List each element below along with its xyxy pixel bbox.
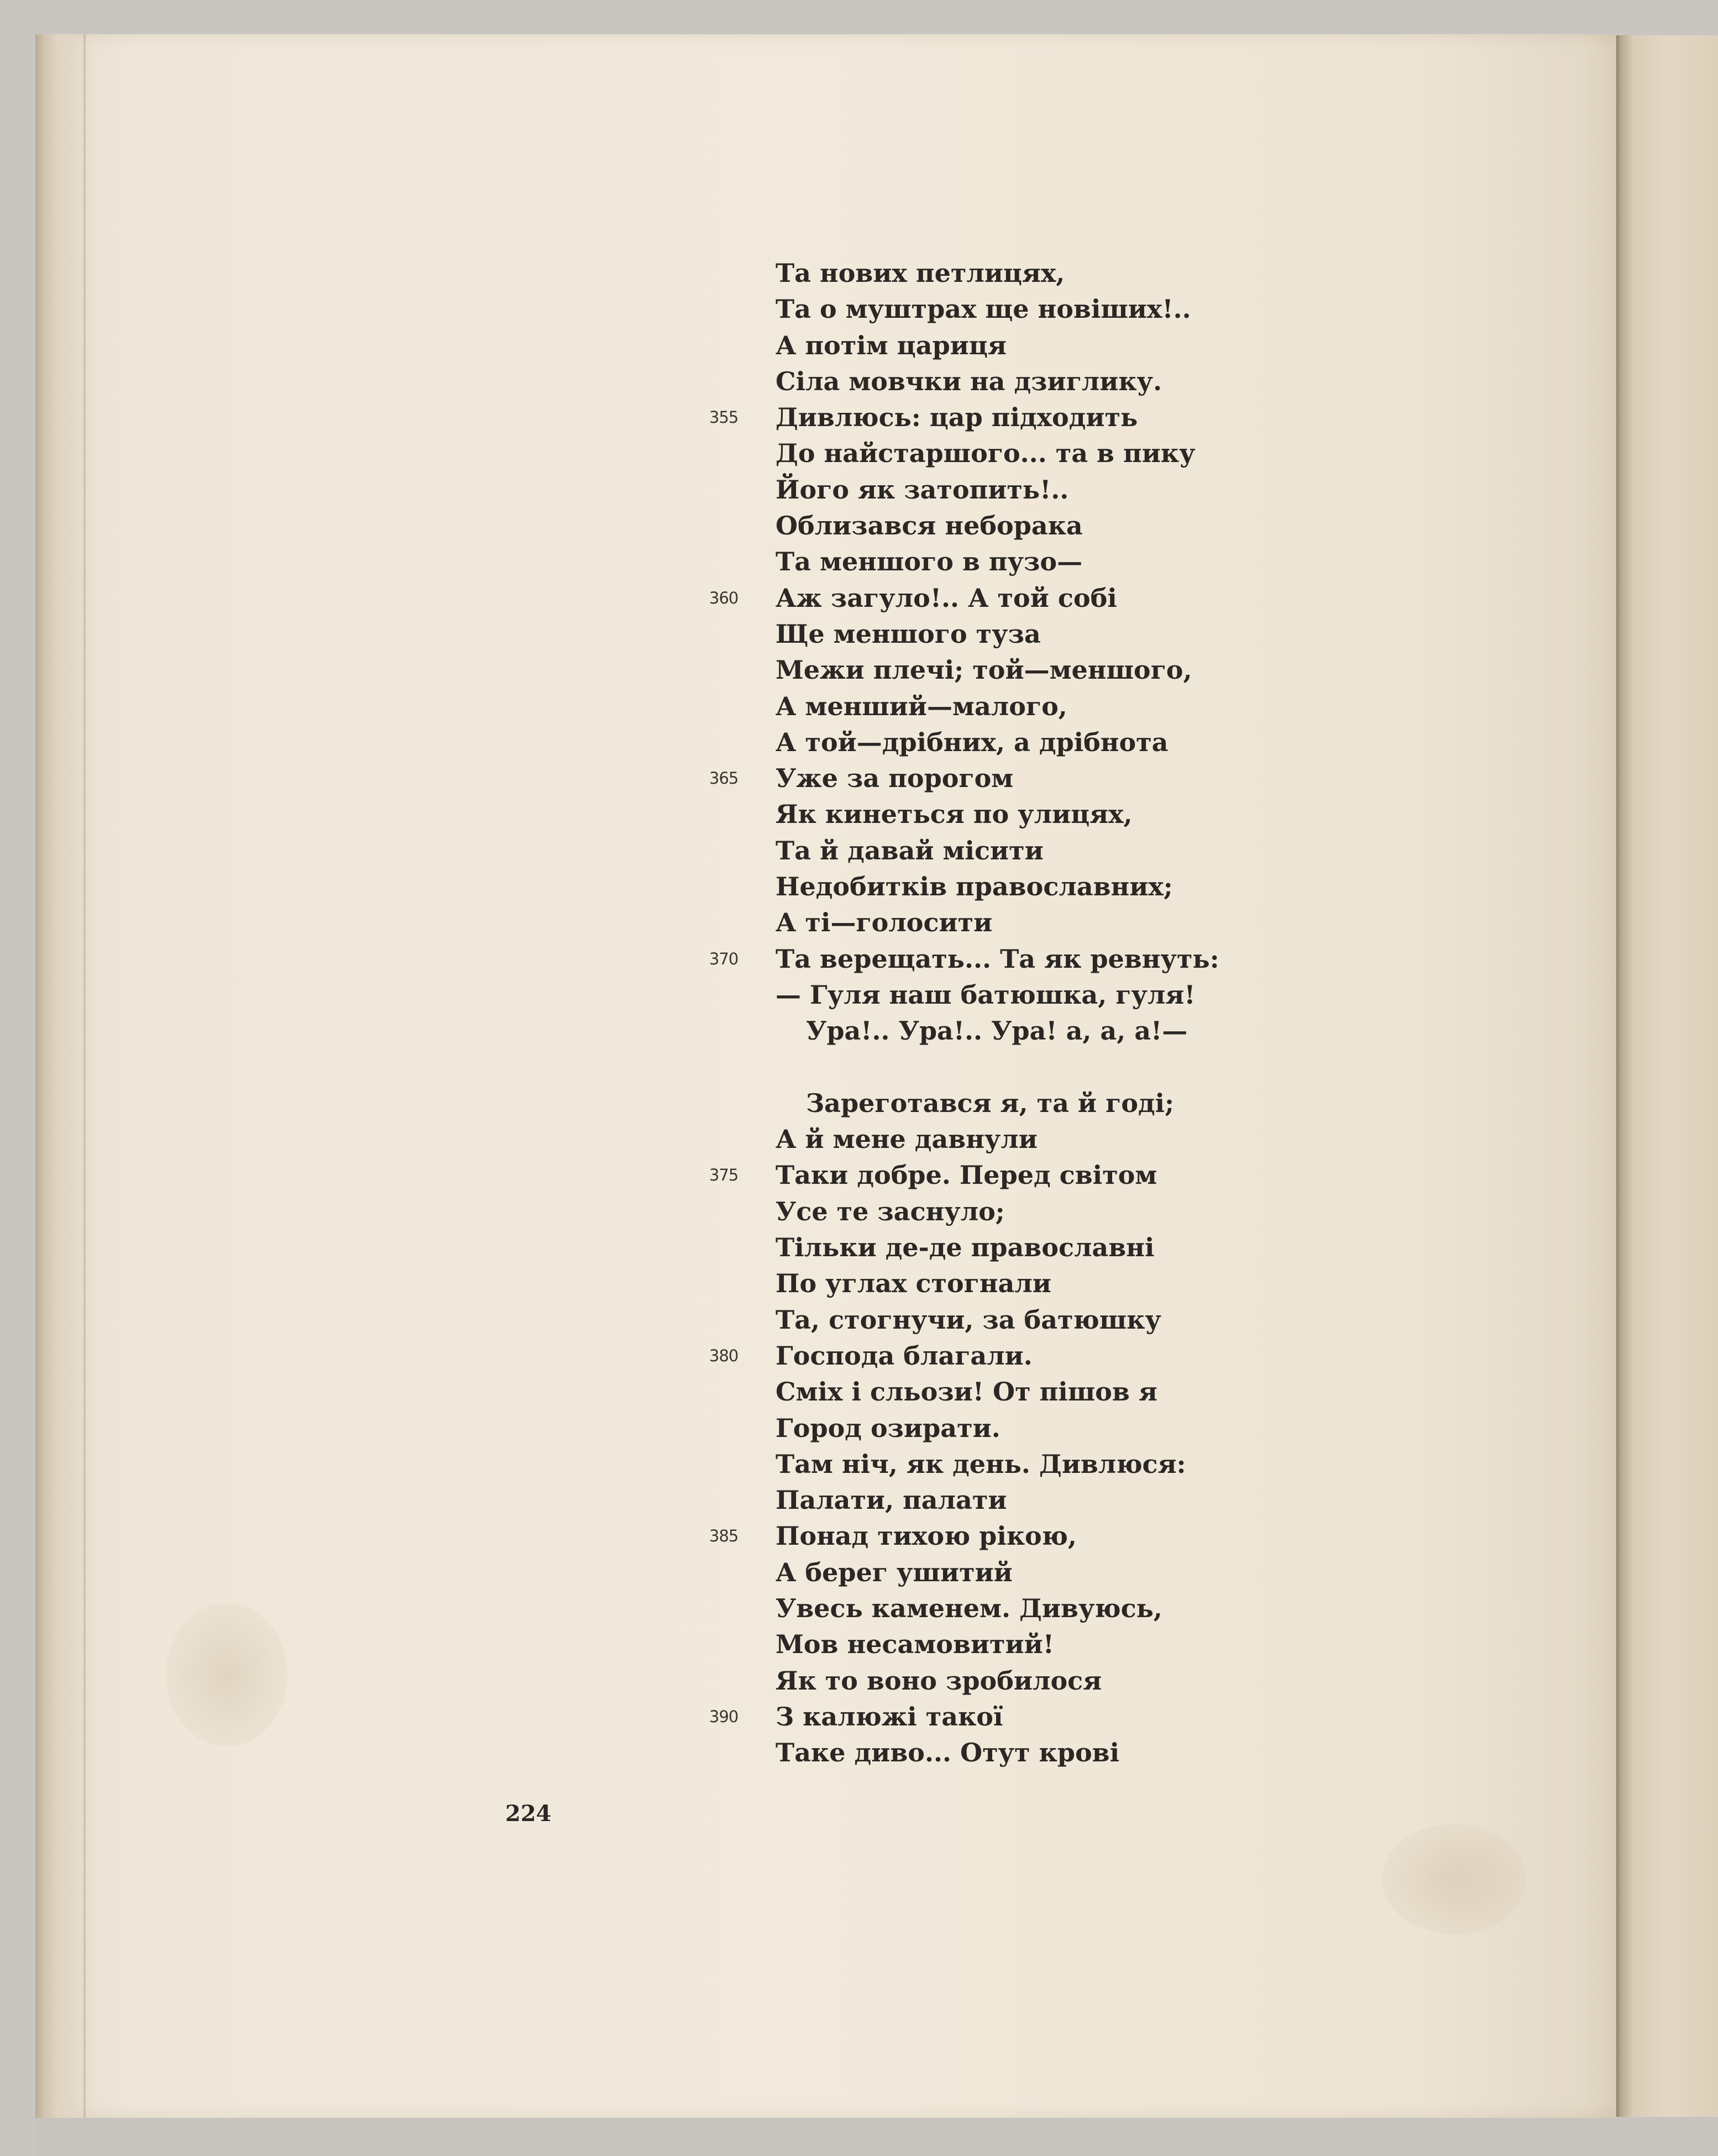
verse-line (709, 760, 1273, 796)
verse-line (709, 941, 1273, 977)
verse-line (776, 1410, 1273, 1446)
verse-line (776, 1013, 1273, 1049)
verse-text: Тільки де-де православні (776, 1232, 1155, 1263)
verse-text: З калюжі такої (776, 1701, 1003, 1732)
line-number: 365 (709, 769, 738, 788)
line-number: 375 (709, 1166, 738, 1185)
verse-line (776, 1482, 1273, 1518)
verse-line (776, 1194, 1273, 1230)
line-number: 355 (709, 408, 738, 427)
verse-line (709, 1518, 1273, 1554)
verse-text: Та меншого в пузо— (776, 547, 1083, 577)
verse-line (776, 508, 1273, 544)
line-number: 385 (709, 1526, 738, 1546)
verse-text: Недобитків православних; (776, 872, 1173, 902)
verse-text: Облизався неборака (776, 511, 1083, 541)
verse-text: Як то воно зробилося (776, 1665, 1102, 1696)
verse-text: А менший—малого, (776, 691, 1067, 721)
verse-text: Та, стогнучи, за батюшку (776, 1304, 1161, 1335)
line-number: 370 (709, 949, 738, 968)
verse-line (776, 616, 1273, 652)
verse-text: Зареготався я, та й годі; (806, 1088, 1175, 1118)
verse-line (776, 977, 1273, 1013)
verse-text: Дивлюсь: цар підходить (776, 402, 1138, 433)
line-number: 390 (709, 1707, 738, 1726)
verse-text: Як кинеться по улицях, (776, 799, 1133, 830)
verse-line (776, 1085, 1273, 1121)
verse-line (776, 544, 1273, 580)
line-number: 380 (709, 1346, 738, 1365)
verse-line (776, 436, 1273, 471)
verse-text: А й мене давнули (776, 1124, 1038, 1155)
verse-text: Город озирати. (776, 1413, 1001, 1443)
verse-line (776, 255, 1273, 291)
verse-text: По углах стогнали (776, 1268, 1051, 1299)
facing-page-edge (1616, 35, 1718, 2117)
verse-text: Та нових петлицях, (776, 258, 1065, 288)
verse-line (776, 1121, 1273, 1157)
verse-line (776, 364, 1273, 400)
verse-text: Його як затопить!.. (776, 474, 1069, 505)
verse-line (776, 1374, 1273, 1410)
verse-text: А ті—голосити (776, 907, 993, 938)
verse-line (776, 1591, 1273, 1627)
verse-text: Та й давай місити (776, 835, 1044, 865)
verse-line (776, 905, 1273, 941)
verse-text: Аж загуло!.. А той собі (776, 583, 1117, 613)
scan-background (35, 2118, 1718, 2156)
verse-text: Сіла мовчки на дзиглику. (776, 366, 1162, 396)
verse-text: Понад тихою рікою, (776, 1521, 1077, 1551)
verse-line (709, 1338, 1273, 1374)
paper-stain (1382, 1824, 1526, 1934)
verse-line (776, 1627, 1273, 1662)
line-number: 360 (709, 588, 738, 607)
verse-line (776, 291, 1273, 327)
verse-text: Усе те заснуло; (776, 1196, 1005, 1226)
verse-line (709, 1157, 1273, 1193)
verse-text: Ще меншого туза (776, 618, 1041, 649)
page-number: 224 (505, 1801, 552, 1827)
page-fold-line (83, 34, 86, 2118)
verse-text: Увесь каменем. Дивуюсь, (776, 1593, 1162, 1623)
verse-line (776, 1555, 1273, 1591)
paper-stain (166, 1603, 287, 1746)
verse-text: До найстаршого... та в пику (776, 438, 1196, 469)
verse-text: Палати, палати (776, 1485, 1007, 1515)
verse-line (776, 833, 1273, 869)
verse-line (709, 580, 1273, 616)
verse-line (776, 725, 1273, 760)
verse-text: Таки добре. Перед світом (776, 1160, 1157, 1190)
verse-line (776, 328, 1273, 364)
verse-text: А берег ушитий (776, 1557, 1013, 1587)
verse-line (776, 1446, 1273, 1482)
verse-line (709, 1699, 1273, 1735)
verse-line (776, 1302, 1273, 1338)
verse-line (776, 472, 1273, 508)
verse-text: Там ніч, як день. Дивлюся: (776, 1449, 1186, 1479)
verse-line (776, 1735, 1273, 1771)
verse-text: Та верещать... Та як ревнуть: (776, 943, 1219, 974)
verse-line (776, 652, 1273, 688)
verse-text: Господа благали. (776, 1340, 1033, 1371)
verse-text: Та о муштрах ще новіших!.. (776, 294, 1191, 324)
verse-text: Мов несамовитий! (776, 1629, 1054, 1660)
verse-line (776, 869, 1273, 905)
verse-text: Таке диво... Отут крові (776, 1738, 1120, 1768)
poem-text (709, 255, 1273, 1771)
verse-line (776, 1266, 1273, 1302)
verse-text: А той—дрібних, а дрібнота (776, 727, 1169, 757)
verse-text: — Гуля наш батюшка, гуля! (776, 979, 1196, 1010)
verse-line (776, 1663, 1273, 1699)
verse-line (776, 689, 1273, 725)
verse-line (776, 1230, 1273, 1266)
verse-line (709, 400, 1273, 436)
verse-text: Ура!.. Ура!.. Ура! а, а, а!— (806, 1016, 1188, 1046)
verse-text: Сміх і сльози! От пішов я (776, 1377, 1157, 1407)
verse-text: Межи плечі; той—меншого, (776, 655, 1192, 685)
page-gutter-shadow (35, 34, 96, 2118)
verse-line (776, 796, 1273, 832)
verse-text: А потім цариця (776, 330, 1007, 360)
stanza-break (776, 1050, 1273, 1085)
verse-text: Уже за порогом (776, 763, 1014, 794)
